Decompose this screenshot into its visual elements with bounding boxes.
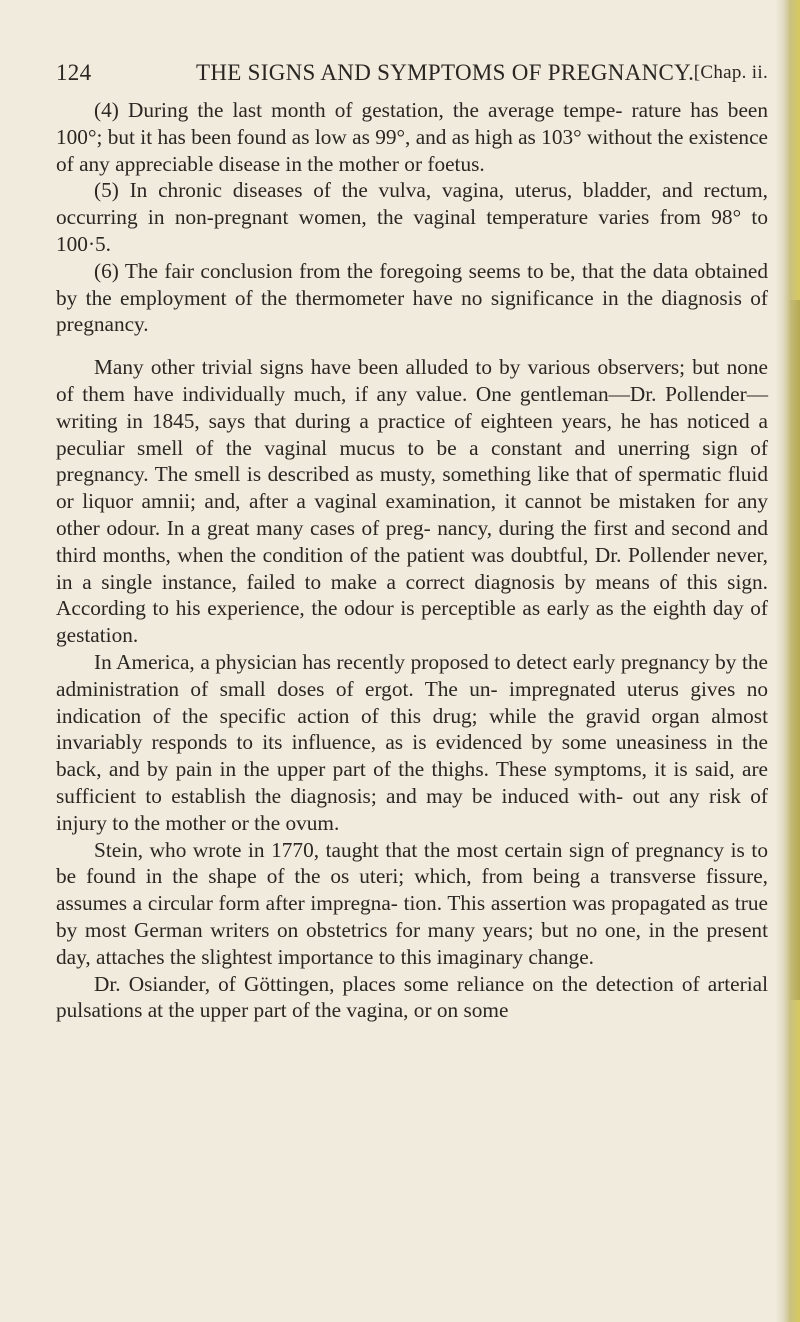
body-text — [56, 97, 768, 1024]
running-header — [56, 60, 768, 94]
paragraph-osiander: Dr. Osiander, of Göttingen, places some reliance on the detection of arterial pulsations at the upper part of the vagina, or on some — [56, 971, 768, 1023]
running-title: THE SIGNS AND SYMPTOMS OF PREGNANCY. — [196, 60, 695, 85]
paragraph-trivial-signs: Many other trivial signs have been alluded to by various observers; but none of them have individually much, if any value. One gentleman—Dr. Pollender—writing in 1845, says that during a practice of eighteen years, he has noticed a peculiar smell of the vaginal mucus to be a constant and unerring sign of pregnancy. The smell is described as musty, something like that of spermatic fluid or liquor amnii; and, after a vaginal examination, it cannot be mistaken for any other odour. In a great many cases of preg- nancy, during the first and second and third months, when the condition of the patient was doubtful, Dr. Pollender never, in a single instance, failed to make a correct diagnosis by means of this sign. According to his experience, the odour is perceptible as early as the eighth day of gestation. — [56, 355, 768, 648]
paragraph-ergot: In America, a physician has recently proposed to detect early pregnancy by the administration of small doses of ergot. The un- impregnated uterus gives no indication of the specific action of this drug; while the gravid organ almost invariably responds to its influence, as is evidenced by some uneasiness in the back, and by pain in the upper part of the thighs. These symptoms, it is said, are sufficient to establish the diagnosis; and may be induced with- out any risk of injury to the mother or the ovum. — [56, 649, 768, 835]
paragraph-conclusion: (6) The fair conclusion from the foregoing seems to be, that the data obtained by the employment of the thermometer have no significance in the diagnosis of pregnancy. — [56, 258, 768, 337]
paragraph-stein: Stein, who wrote in 1770, taught that the most certain sign of pregnancy is to be found in the shape of the os uteri; which, from being a transverse fissure, assumes a circular form after impregna- tion. This assertion was propagated as true by most German writers on obstetrics for many years; but no one, in the present day, attaches the slightest importance to this imaginary change. — [56, 837, 768, 969]
paragraph-chronic-diseases: (5) In chronic diseases of the vulva, vagina, uterus, bladder, and rectum, occurring in non-pregnant women, the vaginal temperature varies from 98° to 100·5. — [56, 178, 768, 256]
page-number: 124 — [56, 60, 92, 85]
paragraph-temperature-gestation: (4) During the last month of gestation, the average tempe- rature has been 100°; but it has been found as low as 99°, and as high as 103° without the existence of any appreciable disease in the mother or foetus. — [56, 98, 768, 176]
chapter-reference: [Chap. ii. — [693, 62, 768, 83]
page-gutter-shadow — [788, 300, 800, 1000]
